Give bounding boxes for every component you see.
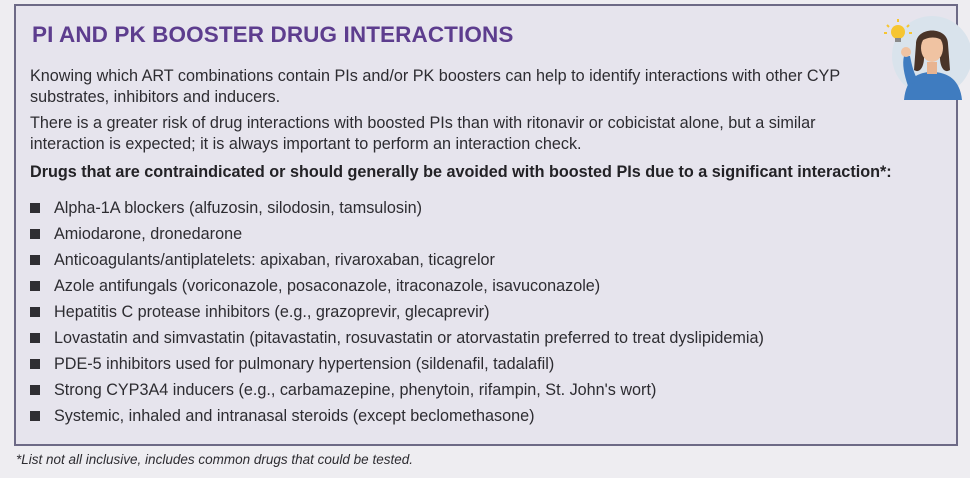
list-item-text: Lovastatin and simvastatin (pitavastatin, rosuvastatin or atorvastatin preferred to treat dyslipidemia) <box>54 328 764 347</box>
lightbulb-idea-person-icon <box>874 14 970 100</box>
risk-paragraph: There is a greater risk of drug interactions with boosted PIs than with ritonavir or cobicistat alone, but a similar interaction is expected; it is always important to perform an interaction check. <box>30 114 816 153</box>
list-item <box>30 377 764 403</box>
square-bullet-icon <box>30 255 40 265</box>
list-item <box>30 195 764 221</box>
square-bullet-icon <box>30 385 40 395</box>
list-item-text: PDE-5 inhibitors used for pulmonary hypertension (sildenafil, tadalafil) <box>54 354 555 373</box>
list-item-text: Strong CYP3A4 inducers (e.g., carbamazepine, phenytoin, rifampin, St. John's wort) <box>54 380 657 399</box>
square-bullet-icon <box>30 333 40 343</box>
list-item-text: Hepatitis C protease inhibitors (e.g., grazoprevir, glecaprevir) <box>54 302 490 321</box>
square-bullet-icon <box>30 307 40 317</box>
contraindicated-list-heading: Drugs that are contraindicated or should generally be avoided with boosted PIs due to a significant interaction*: <box>30 163 892 181</box>
square-bullet-icon <box>30 359 40 369</box>
list-item-text: Anticoagulants/antiplatelets: apixaban, rivaroxaban, ticagrelor <box>54 250 495 269</box>
drug-interactions-callout-box <box>14 4 958 446</box>
list-item <box>30 403 764 429</box>
list-item <box>30 351 764 377</box>
square-bullet-icon <box>30 229 40 239</box>
intro-paragraph: Knowing which ART combinations contain PIs and/or PK boosters can help to identify interactions with other CYP substrates, inhibitors and inducers. <box>30 67 840 106</box>
list-item <box>30 221 764 247</box>
square-bullet-icon <box>30 203 40 213</box>
list-item-text: Systemic, inhaled and intranasal steroids (except beclomethasone) <box>54 406 535 425</box>
square-bullet-icon <box>30 411 40 421</box>
list-item-text: Alpha-1A blockers (alfuzosin, silodosin, tamsulosin) <box>54 198 422 217</box>
contraindicated-drug-list <box>30 195 764 429</box>
list-item <box>30 273 764 299</box>
list-item <box>30 247 764 273</box>
footnote: *List not all inclusive, includes common drugs that could be tested. <box>16 452 413 467</box>
callout-title: PI AND PK BOOSTER DRUG INTERACTIONS <box>32 22 514 47</box>
list-item <box>30 299 764 325</box>
list-item-text: Amiodarone, dronedarone <box>54 224 243 243</box>
list-item-text: Azole antifungals (voriconazole, posaconazole, itraconazole, isavuconazole) <box>54 276 601 295</box>
square-bullet-icon <box>30 281 40 291</box>
list-item <box>30 325 764 351</box>
